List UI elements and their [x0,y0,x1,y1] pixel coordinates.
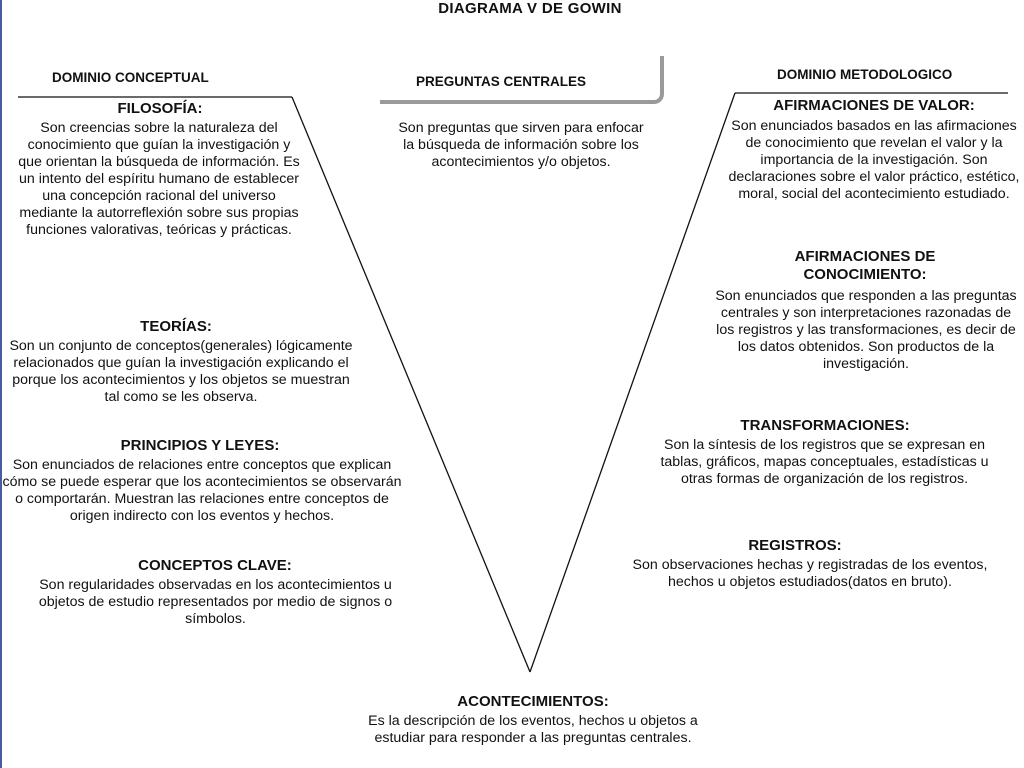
afirmaciones-conocimiento-text: Son enunciados que responden a las preguntas centrales y son interpretaciones razonadas de los registros y las transformaciones, es decir de los datos obtenidos. Son productos de la investigación. [715,288,1017,372]
teorias-text: Son un conjunto de conceptos(generales) lógicamente relacionados que guían la investigación explicando el porque los acontecimientos y los objetos se muestran tal como se les observa. [9,338,353,405]
central-questions-text: Son preguntas que sirven para enfocar la búsqueda de información sobre los acontecimientos y/o objetos. [398,120,644,170]
conceptos-clave-text: Son regularidades observadas en los acontecimientos u objetos de estudio representados por medio de signos o símbolos. [38,577,393,627]
principios-heading: PRINCIPIOS Y LEYES: [120,437,280,454]
conceptos-clave-heading: CONCEPTOS CLAVE: [138,557,292,574]
teorias-heading: TEORÍAS: [140,318,212,335]
principios-text: Son enunciados de relaciones entre conceptos que explican cómo se puede esperar que los acontecimientos se observarán o comportarán. Muestran las relaciones entre conceptos de origen indirecto con los eventos y hechos. [2,457,402,524]
filosofia-heading: FILOSOFÍA: [117,100,203,117]
transformaciones-heading: TRANSFORMACIONES: [740,417,910,434]
right-domain-label: DOMINIO METODOLOGICO [777,67,953,82]
diagram-title: DIAGRAMA V DE GOWIN [438,0,622,17]
acontecimientos-text: Es la descripción de los eventos, hechos u objetos a estudiar para responder a las preguntas centrales. [368,713,698,746]
registros-text: Son observaciones hechas y registradas de los eventos, hechos u objetos estudiados(datos en bruto). [632,557,988,590]
afirmaciones-valor-text: Son enunciados basados en las afirmaciones de conocimiento que revelan el valor y la importancia de la investigación. Son declaraciones sobre el valor práctico, estético, moral, social del acontecimiento estudiado. [728,118,1020,202]
transformaciones-text: Son la síntesis de los registros que se expresan en tablas, gráficos, mapas conceptuales, estadísticas u otras formas de organización de los registros. [660,437,989,487]
afirmaciones-valor-heading: AFIRMACIONES DE VALOR: [773,97,975,114]
left-domain-label: DOMINIO CONCEPTUAL [52,70,209,85]
central-questions-heading: PREGUNTAS CENTRALES [416,74,587,89]
acontecimientos-heading: ACONTECIMIENTOS: [457,693,609,710]
afirmaciones-conocimiento-heading: AFIRMACIONES DE CONOCIMIENTO: [794,248,936,283]
registros-heading: REGISTROS: [748,537,842,554]
filosofia-text: Son creencias sobre la naturaleza del conocimiento que guían la investigación y que orientan la búsqueda de información. Es un intento del espíritu humano de establecer una concepción racional del universo mediante la autorreflexión sobre sus propias funciones valorativas, teóricas y prácticas. [18,120,300,238]
